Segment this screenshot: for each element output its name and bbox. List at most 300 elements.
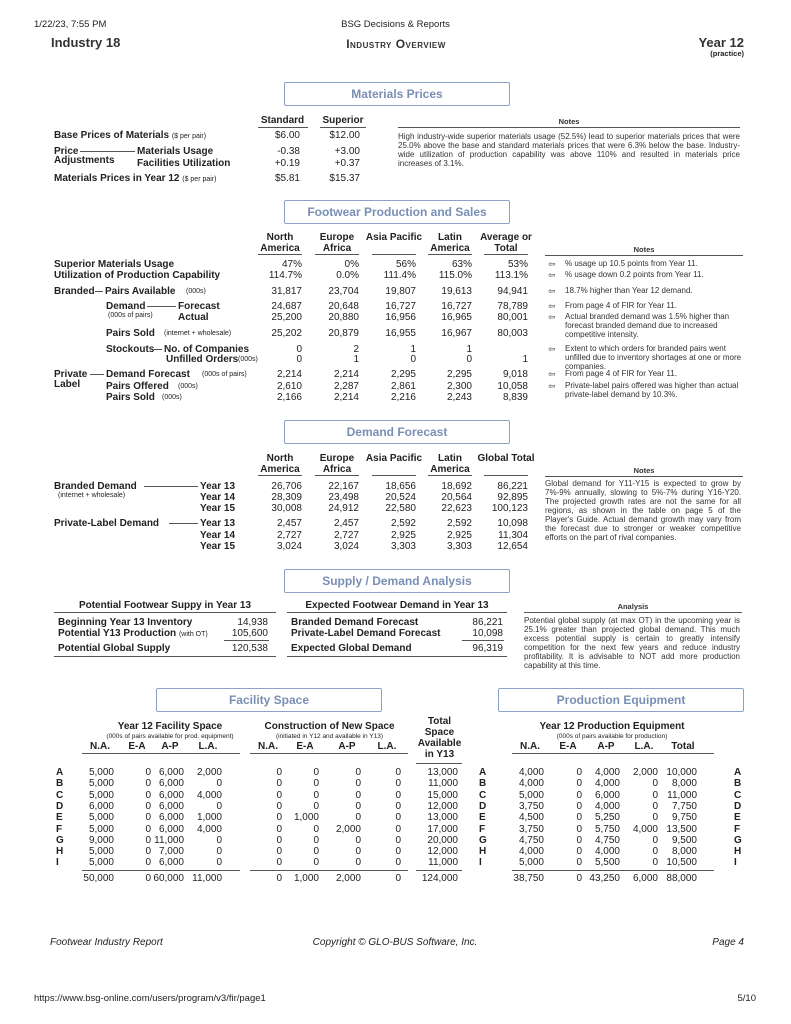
prod-cell-unfilled: 0 xyxy=(410,354,416,365)
util-std: +0.19 xyxy=(274,158,300,169)
left-arrow-icon: ⇦ xyxy=(548,312,556,322)
company-letter: D xyxy=(479,800,487,812)
pairs-sold-unit: (internet + wholesale) xyxy=(164,330,232,337)
branded-demand-cell: 26,706 xyxy=(271,481,302,492)
facility-total-cell: 50,000 xyxy=(83,873,114,884)
demand-col-rule xyxy=(484,475,528,476)
equipment-cell: 0 xyxy=(576,812,582,824)
new-space-cell: 0 xyxy=(355,789,361,801)
footer-report-name: Footwear Industry Report xyxy=(50,937,163,948)
equipment-cell: 0 xyxy=(576,846,582,858)
equipment-cell: 0 xyxy=(652,778,658,790)
facility-total-cell: 60,000 xyxy=(153,873,184,884)
new-space-title: Construction of New Space xyxy=(264,721,395,732)
demand-col-rule xyxy=(258,475,302,476)
new-space-cell: 0 xyxy=(313,789,319,801)
equipment-col-header: Total xyxy=(671,741,695,752)
prod-col-header: Europe Africa xyxy=(319,232,355,254)
space-total-rule xyxy=(416,870,462,871)
equipment-cell: 0 xyxy=(652,846,658,858)
pl-forecast-label: Demand Forecast xyxy=(106,369,190,380)
expected-demand-title: Expected Footwear Demand in Year 13 xyxy=(305,600,489,611)
company-letter: E xyxy=(479,812,486,824)
equipment-col-header: E-A xyxy=(559,741,577,752)
equipment-cell: 5,000 xyxy=(518,857,544,869)
company-letter: I xyxy=(56,857,59,869)
prod-cell-pl_sold: 2,243 xyxy=(446,392,472,403)
pl-demand-label: Private-Label Demand xyxy=(54,518,160,529)
new-space-total-cell: 0 xyxy=(395,873,401,884)
demand-note: Global demand for Y11-Y15 is expected to grow by 7%-9% annually, slowing to 5%-7% during Y16-Y20. The projected growth rates are not the same for all regions, as shown in the table on page 5 of the Player's Guide. Actual demand growth may vary from the forecast due to stronger or weaker competitive efforts on the part of rival companies. xyxy=(545,479,741,542)
branded-demand-cell: 30,008 xyxy=(271,503,302,514)
facility-cell: 9,000 xyxy=(88,834,114,846)
pl-demand-cell: 3,024 xyxy=(276,541,302,552)
new-space-cell: 0 xyxy=(355,846,361,858)
materials-notes-label: Notes xyxy=(558,117,580,126)
prod-cell-actual: 16,965 xyxy=(441,312,472,323)
egd-val: 96,319 xyxy=(472,643,503,654)
demand-rule xyxy=(147,306,176,307)
equipment-cell: 0 xyxy=(576,800,582,812)
prod-note-sup_usage: % usage up 10.5 points from Year 11. xyxy=(565,259,698,268)
prod-cell-util: 113.1% xyxy=(494,270,528,281)
facility-cell: 0 xyxy=(145,846,151,858)
branded-demand-cell: 86,221 xyxy=(497,481,528,492)
equipment-cell: 4,000 xyxy=(518,846,544,858)
prod-cell-forecast: 16,727 xyxy=(385,301,416,312)
equipment-total-cell: 0 xyxy=(576,873,582,884)
prod-cell-pl_offered: 10,058 xyxy=(497,381,528,392)
facility-cell: 6,000 xyxy=(158,800,184,812)
y12-std: $5.81 xyxy=(274,173,300,184)
new-space-cell: 0 xyxy=(276,778,282,790)
company-letter: B xyxy=(56,778,64,790)
prod-cell-pl_forecast: 9,018 xyxy=(502,369,528,380)
prod-cell-util: 111.4% xyxy=(383,270,416,281)
pl-demand-cell: 2,925 xyxy=(390,530,416,541)
facility-cell: 7,000 xyxy=(158,846,184,858)
prod-cell-unfilled: 1 xyxy=(522,354,528,365)
demand-col-header: Global Total xyxy=(477,453,535,464)
facility-cell: 0 xyxy=(216,800,222,812)
global-supply-val: 120,538 xyxy=(231,643,268,654)
industry-label: Industry 18 xyxy=(51,35,121,50)
new-space-cell: 0 xyxy=(395,812,401,824)
company-letter: F xyxy=(734,823,741,835)
facility-total-cell: 0 xyxy=(145,873,151,884)
company-letter: B xyxy=(479,778,487,790)
prod-cell-pl_offered: 2,287 xyxy=(333,381,359,392)
equipment-cell: 11,000 xyxy=(667,789,697,801)
prod-cell-stockouts: 1 xyxy=(410,344,416,355)
prod-col-rule xyxy=(372,254,416,255)
demand-label: Demand xyxy=(106,301,146,312)
facility-col-header: L.A. xyxy=(198,741,218,752)
y12-sup: $15.37 xyxy=(329,173,360,184)
new-space-cell: 0 xyxy=(276,857,282,869)
inventory-label: Beginning Year 13 Inventory xyxy=(58,617,193,628)
new-space-cell: 0 xyxy=(313,857,319,869)
prod-cell-forecast: 78,789 xyxy=(497,301,528,312)
equipment-cell: 4,000 xyxy=(594,800,620,812)
company-letter: A xyxy=(479,767,487,778)
equipment-col-header: L.A. xyxy=(634,741,654,752)
prod-cell-unfilled: 0 xyxy=(296,354,302,365)
y12-prices-label: Materials Prices in Year 12 ($ per pair) xyxy=(54,173,217,184)
stockouts-label: Stockouts xyxy=(106,344,155,355)
facility-cell: 6,000 xyxy=(158,778,184,790)
pl-demand-cell: 2,457 xyxy=(276,518,302,529)
left-arrow-icon: ⇦ xyxy=(548,344,556,354)
prod-cell-available: 94,941 xyxy=(497,286,528,297)
prod-cell-actual: 20,880 xyxy=(328,312,359,323)
facilities-util-label: Facilities Utilization xyxy=(137,158,231,169)
branded-demand-cell: 18,692 xyxy=(441,481,472,492)
companies-label: No. of Companies xyxy=(164,344,250,355)
prod-cell-sup_usage: 47% xyxy=(281,259,302,270)
total-rule xyxy=(416,763,462,764)
prod-note-forecast: From page 4 of FIR for Year 11. xyxy=(565,301,677,310)
facility-cell: 4,000 xyxy=(196,823,222,835)
usage-std: -0.38 xyxy=(277,146,300,157)
facility-cell: 0 xyxy=(145,778,151,790)
pl-demand-cell: 3,024 xyxy=(333,541,359,552)
equipment-cell: 2,000 xyxy=(632,767,658,778)
base-std: $6.00 xyxy=(274,130,300,141)
prod-cell-unfilled: 1 xyxy=(353,354,359,365)
facility-cell: 0 xyxy=(216,857,222,869)
demand-unit: (000s of pairs) xyxy=(108,312,153,319)
prod-cell-sup_usage: 56% xyxy=(395,259,416,270)
equipment-total-cell: 6,000 xyxy=(632,873,658,884)
util-label: Utilization of Production Capability xyxy=(54,270,221,281)
prod-cell-forecast: 16,727 xyxy=(441,301,472,312)
prod-cell-stockouts: 1 xyxy=(466,344,472,355)
equipment-cell: 8,000 xyxy=(671,778,697,790)
new-space-cell: 0 xyxy=(395,846,401,858)
stockouts-rule xyxy=(154,349,162,350)
facility-space-header: Facility Space xyxy=(156,688,382,712)
prod-cell-available: 19,613 xyxy=(441,286,472,297)
prod-col-header: North America xyxy=(260,232,300,254)
sup-usage-label: Superior Materials Usage xyxy=(54,259,175,270)
equipment-cell: 4,750 xyxy=(594,834,620,846)
equipment-cell: 5,750 xyxy=(594,823,620,835)
pl-year-label: Year 14 xyxy=(200,530,236,541)
prod-cell-pl_offered: 2,610 xyxy=(276,381,302,392)
equipment-cell: 0 xyxy=(576,834,582,846)
label-label: Label xyxy=(54,379,81,390)
bdf-label: Branded Demand Forecast xyxy=(291,617,419,628)
new-space-cell: 0 xyxy=(276,823,282,835)
equipment-cell: 0 xyxy=(576,778,582,790)
total-space-cell: 11,000 xyxy=(428,778,458,790)
prod-cell-pl_sold: 2,214 xyxy=(333,392,359,403)
prod-cell-util: 115.0% xyxy=(438,270,472,281)
print-datetime: 1/22/23, 7:55 PM xyxy=(34,19,107,30)
new-space-cell: 0 xyxy=(276,800,282,812)
prod-cell-pl_offered: 2,861 xyxy=(390,381,416,392)
facility-rule xyxy=(82,753,240,754)
equipment-cell: 0 xyxy=(652,857,658,869)
total-space-cell: 11,000 xyxy=(428,857,458,869)
facility-cell: 5,000 xyxy=(88,823,114,835)
pl-demand-cell: 3,303 xyxy=(390,541,416,552)
unfilled-label: Unfilled Orders xyxy=(166,354,239,365)
equipment-cell: 4,750 xyxy=(518,834,544,846)
prod-cell-sup_usage: 53% xyxy=(507,259,528,270)
year-label: Year 12 xyxy=(698,35,744,50)
branded-demand-cell: 22,167 xyxy=(328,481,359,492)
production-sales-header: Footwear Production and Sales xyxy=(284,200,510,224)
demand-col-header: North America xyxy=(260,453,300,475)
equipment-cell: 6,000 xyxy=(594,789,620,801)
facility-cell: 5,000 xyxy=(88,778,114,790)
facility-cell: 5,000 xyxy=(88,846,114,858)
demand-col-rule xyxy=(428,475,472,476)
adjustments-label: Adjustments xyxy=(54,155,115,166)
equipment-cell: 10,500 xyxy=(666,857,697,869)
new-space-col-header: E-A xyxy=(296,741,314,752)
demand-forecast-header: Demand Forecast xyxy=(284,420,510,444)
new-space-cell: 0 xyxy=(395,823,401,835)
equipment-cell: 4,000 xyxy=(594,846,620,858)
prod-cell-pl_offered: 2,300 xyxy=(446,381,472,392)
new-space-cell: 0 xyxy=(395,857,401,869)
prod-cell-pl_sold: 2,216 xyxy=(390,392,416,403)
production-val: 105,600 xyxy=(231,628,268,639)
demand-col-rule xyxy=(315,475,359,476)
prod-col-rule xyxy=(428,254,472,255)
forecast-label: Forecast xyxy=(178,301,220,312)
branded-demand-cell: 20,564 xyxy=(441,492,472,503)
new-space-cell: 0 xyxy=(313,823,319,835)
equipment-cell: 4,000 xyxy=(518,767,544,778)
new-space-cell: 0 xyxy=(313,767,319,778)
demand-col-rule xyxy=(372,475,416,476)
new-space-sub: (initiated in Y12 and available in Y13) xyxy=(275,733,384,740)
prod-cell-sup_usage: 0% xyxy=(344,259,359,270)
materials-prices-header: Materials Prices xyxy=(284,82,510,106)
branded-year-label: Year 14 xyxy=(200,492,236,503)
company-letter: G xyxy=(734,834,742,846)
equipment-cell: 4,500 xyxy=(518,812,544,824)
equipment-cell: 4,000 xyxy=(518,778,544,790)
prod-cell-util: 0.0% xyxy=(336,270,359,281)
prod-cell-actual: 25,200 xyxy=(271,312,302,323)
equipment-cell: 5,250 xyxy=(594,812,620,824)
pl-year-label: Year 13 xyxy=(200,518,236,529)
equipment-rule xyxy=(512,753,714,754)
facility-col-header: N.A. xyxy=(90,741,110,752)
facility-cell: 2,000 xyxy=(196,767,222,778)
company-letter: D xyxy=(56,800,64,812)
pl-demand-cell: 2,457 xyxy=(333,518,359,529)
base-sup: $12.00 xyxy=(329,130,360,141)
equipment-total-cell: 43,250 xyxy=(589,873,620,884)
pairs-available-label: Pairs Available xyxy=(105,286,176,297)
total-space-cell: 13,000 xyxy=(427,812,458,824)
total-space-sum: 124,000 xyxy=(421,873,458,884)
facility-total-rule xyxy=(82,870,240,871)
new-space-cell: 0 xyxy=(313,800,319,812)
branded-year-label: Year 15 xyxy=(200,503,236,514)
left-arrow-icon: ⇦ xyxy=(548,270,556,280)
facility-cell: 6,000 xyxy=(158,823,184,835)
prod-cell-sup_usage: 63% xyxy=(451,259,472,270)
pl-demand-cell: 2,592 xyxy=(390,518,416,529)
facility-cell: 5,000 xyxy=(88,767,114,778)
branded-demand-cell: 18,656 xyxy=(385,481,416,492)
equipment-cell: 3,750 xyxy=(518,823,544,835)
branded-demand-cell: 92,895 xyxy=(497,492,528,503)
new-space-cell: 0 xyxy=(313,778,319,790)
left-arrow-icon: ⇦ xyxy=(548,259,556,269)
footer-page-number: Page 4 xyxy=(712,937,744,948)
new-space-total-cell: 1,000 xyxy=(293,873,319,884)
prod-col-header: Asia Pacific xyxy=(365,232,423,243)
print-page-title: BSG Decisions & Reports xyxy=(341,19,450,30)
company-letter: H xyxy=(56,846,64,858)
analysis-text: Potential global supply (at max OT) in the upcoming year is 25.1% greater than projected global demand. This much excess potential supply is certain to greatly intensify competition for the next few years and reduce industry profitability. It is advisable to NOT add more production capability at this time. xyxy=(524,616,740,670)
y12-facility-sub: (000s of pairs available for prod. equipment) xyxy=(106,733,234,740)
prod-col-header: Average or Total xyxy=(480,232,532,254)
equipment-cell: 10,000 xyxy=(666,767,697,778)
base-prices-label: Base Prices of Materials ($ per pair) xyxy=(54,130,207,141)
prod-cell-util: 114.7% xyxy=(268,270,302,281)
materials-usage-label: Materials Usage xyxy=(137,146,214,157)
facility-cell: 0 xyxy=(145,812,151,824)
facility-cell: 5,000 xyxy=(88,812,114,824)
branded-demand-cell: 23,498 xyxy=(328,492,359,503)
equipment-cell: 0 xyxy=(576,823,582,835)
prod-cell-available: 31,817 xyxy=(271,286,302,297)
print-url: https://www.bsg-online.com/users/program/v3/fir/page1 xyxy=(34,993,266,1004)
branded-demand-cell: 24,912 xyxy=(328,503,359,514)
pl-demand-cell: 2,925 xyxy=(446,530,472,541)
facility-cell: 1,000 xyxy=(196,812,222,824)
pl-offered-unit: (000s) xyxy=(178,383,198,390)
pl-offered-label: Pairs Offered xyxy=(106,381,169,392)
equipment-total-cell: 38,750 xyxy=(513,873,544,884)
col-superior: Superior xyxy=(322,115,364,126)
facility-cell: 6,000 xyxy=(88,800,114,812)
new-space-cell: 0 xyxy=(355,767,361,778)
equipment-cell: 4,000 xyxy=(594,778,620,790)
production-notes-label: Notes xyxy=(633,245,655,254)
new-space-cell: 0 xyxy=(395,834,401,846)
new-space-cell: 0 xyxy=(395,800,401,812)
new-space-cell: 0 xyxy=(276,812,282,824)
company-letter: A xyxy=(734,767,742,778)
equipment-cell: 8,000 xyxy=(671,846,697,858)
private-rule xyxy=(90,374,104,375)
new-total-rule xyxy=(250,870,408,871)
equipment-cell: 0 xyxy=(576,789,582,801)
facility-cell: 0 xyxy=(145,767,151,778)
left-arrow-icon: ⇦ xyxy=(548,301,556,311)
prod-cell-sold: 20,879 xyxy=(328,328,359,339)
left-arrow-icon: ⇦ xyxy=(548,369,556,379)
new-space-cell: 0 xyxy=(355,834,361,846)
equipment-cell: 0 xyxy=(652,834,658,846)
equipment-cell: 4,000 xyxy=(594,767,620,778)
supply-demand-header: Supply / Demand Analysis xyxy=(284,569,510,593)
equipment-sub: (000s of pairs available for production) xyxy=(556,733,668,740)
pl-year-label: Year 15 xyxy=(200,541,236,552)
prod-note-actual: Actual branded demand was 1.5% higher than forecast branded demand due to increased competitive intensity. xyxy=(565,312,730,339)
total-space-title: Total Space Available in Y13 xyxy=(417,716,462,760)
private-label: Private xyxy=(54,369,88,380)
equipment-cell: 0 xyxy=(576,767,582,778)
facility-cell: 0 xyxy=(145,823,151,835)
analysis-label: Analysis xyxy=(617,602,649,611)
pl-sold-label: Pairs Sold xyxy=(106,392,155,403)
equipment-cell: 7,750 xyxy=(671,800,697,812)
prod-col-header: Latin America xyxy=(430,232,470,254)
company-letter: F xyxy=(479,823,486,835)
prod-cell-pl_forecast: 2,295 xyxy=(390,369,416,380)
new-space-col-header: L.A. xyxy=(377,741,397,752)
branded-demand-cell: 20,524 xyxy=(385,492,416,503)
price-label: Price xyxy=(54,146,79,157)
branded-demand-cell: 22,580 xyxy=(385,503,416,514)
materials-note: High industry-wide superior materials usage (52.5%) lead to superior materials prices that were 25.0% above the base and standard materials prices that were 6.3% below the base. Industry-wide utilization of production capability was above 110% and resulted in materials price increases of 3.1%. xyxy=(398,132,740,168)
facility-cell: 5,000 xyxy=(88,857,114,869)
prod-cell-pl_forecast: 2,214 xyxy=(276,369,302,380)
facility-cell: 0 xyxy=(145,834,151,846)
y12-facility-title: Year 12 Facility Space xyxy=(117,721,223,732)
equipment-cell: 0 xyxy=(652,812,658,824)
prod-cell-forecast: 24,687 xyxy=(271,301,302,312)
equipment-cell: 9,500 xyxy=(671,834,697,846)
total-space-cell: 17,000 xyxy=(427,823,458,835)
branded-year-label: Year 13 xyxy=(200,481,236,492)
facility-cell: 0 xyxy=(216,834,222,846)
facility-cell: 0 xyxy=(145,800,151,812)
demand-col-header: Europe Africa xyxy=(319,453,355,475)
company-letter: H xyxy=(479,846,487,858)
facility-col-header: E-A xyxy=(128,741,146,752)
prod-cell-available: 23,704 xyxy=(328,286,359,297)
new-space-cell: 1,000 xyxy=(293,812,319,824)
company-letter: D xyxy=(734,800,742,812)
branded-demand-cell: 22,623 xyxy=(441,503,472,514)
company-letter: C xyxy=(479,789,487,801)
pl-demand-cell: 2,727 xyxy=(333,530,359,541)
new-space-cell: 2,000 xyxy=(335,823,361,835)
company-letter: G xyxy=(479,834,487,846)
new-space-cell: 0 xyxy=(276,767,282,778)
facility-total-cell: 11,000 xyxy=(192,873,222,884)
pairs-available-unit: (000s) xyxy=(186,288,206,295)
print-page-count: 5/10 xyxy=(737,993,756,1004)
new-space-cell: 0 xyxy=(355,800,361,812)
new-space-cell: 0 xyxy=(355,857,361,869)
facility-cell: 6,000 xyxy=(158,789,184,801)
pl-demand-cell: 2,727 xyxy=(276,530,302,541)
company-letter: B xyxy=(734,778,742,790)
prod-note-stockouts: Extent to which orders for branded pairs went unfilled due to inventory shortages at one or more companies. xyxy=(565,344,742,371)
pl-sold-unit: (000s) xyxy=(162,394,182,401)
global-supply-label: Potential Global Supply xyxy=(58,643,171,654)
equipment-cell: 5,000 xyxy=(518,789,544,801)
total-space-cell: 20,000 xyxy=(427,834,458,846)
branded-demand-cell: 28,309 xyxy=(271,492,302,503)
prod-note-pl_forecast: From page 4 of FIR for Year 11. xyxy=(565,369,677,378)
new-space-col-header: A-P xyxy=(338,741,356,752)
equipment-cell: 0 xyxy=(576,857,582,869)
